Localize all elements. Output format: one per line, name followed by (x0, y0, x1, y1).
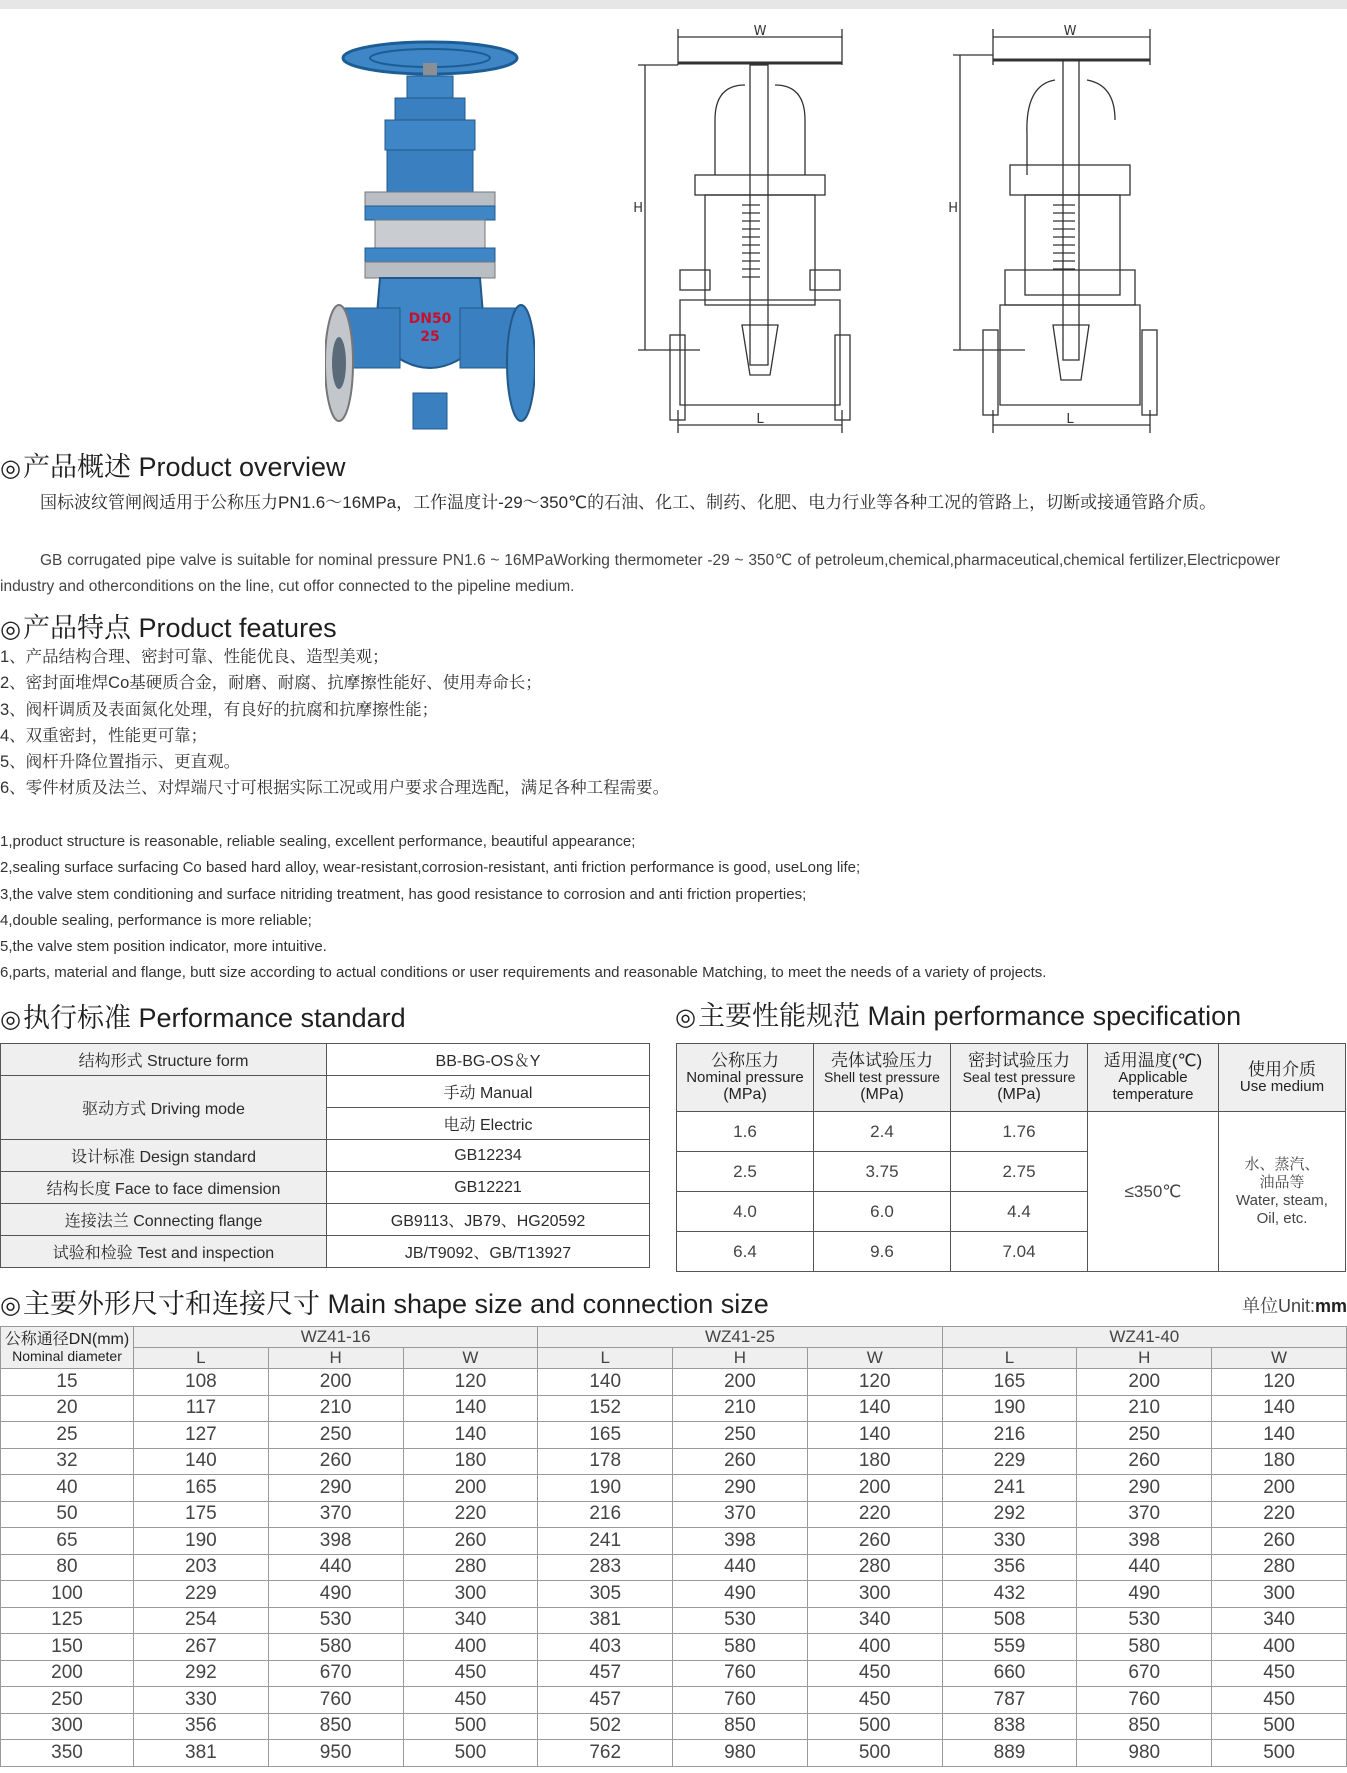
dimension-cell: 500 (1212, 1713, 1347, 1740)
dimension-cell: 280 (403, 1554, 538, 1581)
table-row (1, 1740, 1347, 1767)
dn-cell: 125 (1, 1607, 134, 1634)
dn-cell: 250 (1, 1687, 134, 1714)
test-key: 试验和检验 Test and inspection (1, 1236, 327, 1268)
dimension-cell: 500 (403, 1740, 538, 1767)
dimension-cell: 200 (1212, 1475, 1347, 1502)
dimension-cell: 300 (1212, 1581, 1347, 1608)
dimension-cell: 190 (942, 1395, 1077, 1422)
dimension-cell: 190 (134, 1528, 269, 1555)
group-header: WZ41-25 (538, 1327, 942, 1348)
dimension-cell: 580 (1077, 1634, 1212, 1661)
col-header: H (268, 1348, 403, 1369)
dimension-cell: 340 (807, 1607, 942, 1634)
feature-item-en: 2,sealing surface surfacing Co based hard alloy, wear-resistant,corrosion-resistant, anti friction performance is good, useLong life; (0, 859, 861, 877)
dimension-cell: 356 (942, 1554, 1077, 1581)
dimension-cell: 850 (673, 1713, 808, 1740)
dimension-cell: 250 (673, 1422, 808, 1449)
feature-item-en: 1,product structure is reasonable, reliable sealing, excellent performance, beautiful appearance; (0, 833, 636, 850)
dn-cell: 40 (1, 1475, 134, 1502)
dimension-cell: 140 (1212, 1395, 1347, 1422)
dimension-cell: 670 (1077, 1660, 1212, 1687)
features-heading: ◎产品特点 Product features (0, 613, 337, 643)
table-row (1, 1501, 1347, 1528)
dimension-cell: 850 (1077, 1713, 1212, 1740)
table-row (1, 1475, 1347, 1502)
dimension-cell: 120 (807, 1369, 942, 1396)
spec-header-nominal: 公称压力 Nominal pressure (MPa) (677, 1044, 814, 1112)
dimension-cell: 450 (807, 1660, 942, 1687)
spec-cell: 1.6 (677, 1112, 814, 1152)
col-header: L (942, 1348, 1077, 1369)
dimension-cell: 490 (673, 1581, 808, 1608)
dimension-cell: 290 (1077, 1475, 1212, 1502)
dimension-cell: 260 (403, 1528, 538, 1555)
section-drawing-2 (945, 25, 1170, 435)
table-row (1, 1395, 1347, 1422)
dimension-cell: 165 (134, 1475, 269, 1502)
h-label-2: H (948, 201, 958, 216)
dimension-cell: 370 (1077, 1501, 1212, 1528)
spec-cell: 2.75 (951, 1152, 1088, 1192)
dimension-cell: 530 (268, 1607, 403, 1634)
standard-heading: ◎执行标准 Performance standard (0, 1003, 406, 1033)
group-header: WZ41-40 (942, 1327, 1346, 1348)
spec-header-shell: 壳体试验压力 Shell test pressure (MPa) (814, 1044, 951, 1112)
dimension-cell: 450 (403, 1687, 538, 1714)
spec-heading: ◎主要性能规范 Main performance specification (675, 1001, 1242, 1031)
dimension-cell: 762 (538, 1740, 673, 1767)
dimension-cell: 267 (134, 1634, 269, 1661)
dimension-cell: 254 (134, 1607, 269, 1634)
dn-cell: 350 (1, 1740, 134, 1767)
dimension-cell: 500 (807, 1713, 942, 1740)
spec-header-seal: 密封试验压力 Seal test pressure (MPa) (951, 1044, 1088, 1112)
dimension-cell: 398 (1077, 1528, 1212, 1555)
spec-cell: 2.4 (814, 1112, 951, 1152)
dimension-cell: 280 (807, 1554, 942, 1581)
standard-table (0, 1043, 650, 1268)
dimension-cell: 178 (538, 1448, 673, 1475)
dimensions-table (0, 1326, 1347, 1767)
dimension-cell: 980 (1077, 1740, 1212, 1767)
feature-item-cn: 6、零件材质及法兰、对焊端尺寸可根据实际工况或用户要求合理选配，满足各种工程需要。 (0, 779, 670, 798)
dimension-cell: 140 (807, 1395, 942, 1422)
dimension-cell: 490 (268, 1581, 403, 1608)
dimension-cell: 340 (1212, 1607, 1347, 1634)
spec-cell: 9.6 (814, 1232, 951, 1272)
dimension-cell: 500 (1212, 1740, 1347, 1767)
dimension-cell: 180 (807, 1448, 942, 1475)
dimension-cell: 838 (942, 1713, 1077, 1740)
dimension-cell: 300 (807, 1581, 942, 1608)
dimension-cell: 241 (942, 1475, 1077, 1502)
features-list-cn (0, 644, 669, 802)
feature-item-cn: 2、密封面堆焊Co基硬质合金，耐磨、耐腐、抗摩擦性能好、使用寿命长； (0, 674, 542, 693)
dimension-cell: 290 (673, 1475, 808, 1502)
table-row (1, 1369, 1347, 1396)
dimension-cell: 283 (538, 1554, 673, 1581)
spec-header-temp: 适用温度(℃) Applicable temperature (1088, 1044, 1219, 1112)
dimension-cell: 152 (538, 1395, 673, 1422)
dimension-cell: 250 (268, 1422, 403, 1449)
group-header: WZ41-16 (134, 1327, 538, 1348)
dimension-cell: 175 (134, 1501, 269, 1528)
feature-item-cn: 3、阀杆调质及表面氮化处理，有良好的抗腐和抗摩擦性能； (0, 700, 439, 719)
table-row (1, 1660, 1347, 1687)
dimension-cell: 229 (942, 1448, 1077, 1475)
dimension-cell: 210 (673, 1395, 808, 1422)
table-row (1, 1607, 1347, 1634)
dimension-cell: 127 (134, 1422, 269, 1449)
dimension-cell: 500 (403, 1713, 538, 1740)
dimension-cell: 140 (403, 1422, 538, 1449)
dimension-cell: 760 (673, 1660, 808, 1687)
dimension-cell: 400 (807, 1634, 942, 1661)
dimension-cell: 260 (1212, 1528, 1347, 1555)
dimension-cell: 305 (538, 1581, 673, 1608)
dn-cell: 65 (1, 1528, 134, 1555)
dn-cell: 15 (1, 1369, 134, 1396)
w-label-2: W (1063, 25, 1077, 39)
dn-cell: 25 (1, 1422, 134, 1449)
h-label: H (633, 201, 643, 216)
flange-value: GB9113、JB79、HG20592 (327, 1204, 650, 1236)
w-label: W (753, 25, 767, 39)
dimension-cell: 340 (403, 1607, 538, 1634)
dimension-cell: 229 (134, 1581, 269, 1608)
pn-mark-text: 25 (420, 329, 440, 345)
table-row (1, 1422, 1347, 1449)
dimension-cell: 260 (1077, 1448, 1212, 1475)
dimension-cell: 280 (1212, 1554, 1347, 1581)
dimension-cell: 530 (1077, 1607, 1212, 1634)
dimension-cell: 381 (538, 1607, 673, 1634)
dimension-cell: 760 (268, 1687, 403, 1714)
spec-cell: 7.04 (951, 1232, 1088, 1272)
dimension-cell: 290 (268, 1475, 403, 1502)
dimension-cell: 450 (1212, 1687, 1347, 1714)
dimension-cell: 260 (673, 1448, 808, 1475)
col-header: W (807, 1348, 942, 1369)
dimension-cell: 670 (268, 1660, 403, 1687)
spec-cell: 1.76 (951, 1112, 1088, 1152)
dimension-cell: 508 (942, 1607, 1077, 1634)
table-row (1, 1581, 1347, 1608)
table-row (1, 1448, 1347, 1475)
dimension-cell: 140 (403, 1395, 538, 1422)
dimension-cell: 120 (1212, 1369, 1347, 1396)
spec-cell: 2.5 (677, 1152, 814, 1192)
top-bar (0, 0, 1347, 9)
overview-text-cn: 国标波纹管闸阀适用于公称压力PN1.6～16MPa，工作温度计-29～350℃的石油、化工、制药、化肥、电力行业等各种工况的管路上，切断或接通管路介质。 (40, 493, 1217, 512)
overview-heading: ◎产品概述 Product overview (0, 452, 346, 482)
spec-table (676, 1043, 1346, 1272)
dimension-cell: 980 (673, 1740, 808, 1767)
dimension-cell: 292 (134, 1660, 269, 1687)
dimension-cell: 381 (134, 1740, 269, 1767)
dimension-cell: 450 (1212, 1660, 1347, 1687)
dimension-cell: 140 (807, 1422, 942, 1449)
table-row (1, 1634, 1347, 1661)
dimension-cell: 203 (134, 1554, 269, 1581)
feature-item-en: 6,parts, material and flange, butt size according to actual conditions or user requirements and reasonable Matching, to meet the needs of a variety of projects. (0, 964, 1047, 982)
col-header: H (1077, 1348, 1212, 1369)
dimension-cell: 330 (942, 1528, 1077, 1555)
dimension-cell: 450 (807, 1687, 942, 1714)
features-list-en (0, 829, 1046, 987)
dimension-cell: 241 (538, 1528, 673, 1555)
nominal-diameter-header: 公称通径DN(mm) Nominal diameter (1, 1327, 134, 1369)
dimension-cell: 200 (807, 1475, 942, 1502)
dimension-cell: 432 (942, 1581, 1077, 1608)
dn-cell: 150 (1, 1634, 134, 1661)
design-key: 设计标准 Design standard (1, 1140, 327, 1172)
spec-header-medium: 使用介质 Use medium (1219, 1044, 1346, 1112)
dimension-cell: 403 (538, 1634, 673, 1661)
dimension-cell: 787 (942, 1687, 1077, 1714)
dimension-cell: 440 (1077, 1554, 1212, 1581)
feature-item-cn: 1、产品结构合理、密封可靠、性能优良、造型美观； (0, 648, 389, 666)
table-row (1, 1554, 1347, 1581)
feature-item-cn: 4、双重密封，性能更可靠； (0, 726, 208, 745)
dimension-cell: 400 (403, 1634, 538, 1661)
unit-label: 单位Unit:mm (1241, 1296, 1347, 1316)
spec-cell: 6.0 (814, 1192, 951, 1232)
dimension-cell: 500 (807, 1740, 942, 1767)
dimension-cell: 330 (134, 1687, 269, 1714)
structure-key: 结构形式 Structure form (1, 1044, 327, 1076)
dimension-cell: 140 (538, 1369, 673, 1396)
col-header: L (134, 1348, 269, 1369)
dimension-cell: 502 (538, 1713, 673, 1740)
dimension-cell: 216 (538, 1501, 673, 1528)
dimension-cell: 190 (538, 1475, 673, 1502)
dimension-cell: 850 (268, 1713, 403, 1740)
dimension-cell: 356 (134, 1713, 269, 1740)
section-drawing-1 (630, 25, 860, 435)
spec-cell: 3.75 (814, 1152, 951, 1192)
dimension-cell: 440 (268, 1554, 403, 1581)
dimension-cell: 457 (538, 1687, 673, 1714)
dimension-cell: 457 (538, 1660, 673, 1687)
spec-cell: 4.4 (951, 1192, 1088, 1232)
face-key: 结构长度 Face to face dimension (1, 1172, 327, 1204)
test-value: JB/T9092、GB/T13927 (327, 1236, 650, 1268)
valve-photo (325, 38, 535, 433)
dn-cell: 32 (1, 1448, 134, 1475)
table-row (1, 1528, 1347, 1555)
dimensions-heading: ◎主要外形尺寸和连接尺寸 Main shape size and connection size (0, 1289, 769, 1319)
feature-item-en: 4,double sealing, performance is more reliable; (0, 911, 312, 929)
dimension-cell: 200 (403, 1475, 538, 1502)
dimension-cell: 559 (942, 1634, 1077, 1661)
col-header: W (403, 1348, 538, 1369)
dimension-cell: 220 (1212, 1501, 1347, 1528)
dimension-cell: 216 (942, 1422, 1077, 1449)
feature-item-cn: 5、阀杆升降位置指示、更直观。 (0, 753, 241, 772)
dn-cell: 200 (1, 1660, 134, 1687)
dimension-cell: 370 (673, 1501, 808, 1528)
dimension-cell: 398 (673, 1528, 808, 1555)
dimension-cell: 400 (1212, 1634, 1347, 1661)
col-header: W (1212, 1348, 1347, 1369)
dn-cell: 80 (1, 1554, 134, 1581)
dimension-cell: 580 (673, 1634, 808, 1661)
dimension-cell: 300 (403, 1581, 538, 1608)
drive-value-manual: 手动 Manual (327, 1076, 650, 1108)
spec-medium-cell: 水、蒸汽、 油品等 Water, steam, Oil, etc. (1219, 1112, 1346, 1272)
dimension-cell: 108 (134, 1369, 269, 1396)
table-row (1, 1687, 1347, 1714)
dimension-cell: 260 (807, 1528, 942, 1555)
dimension-cell: 140 (1212, 1422, 1347, 1449)
design-value: GB12234 (327, 1140, 650, 1172)
drive-key: 驱动方式 Driving mode (1, 1076, 327, 1140)
feature-item-en: 3,the valve stem conditioning and surface nitriding treatment, has good resistance to corrosion and anti friction properties; (0, 885, 807, 903)
dimension-cell: 220 (807, 1501, 942, 1528)
dimension-cell: 370 (268, 1501, 403, 1528)
dimension-cell: 210 (1077, 1395, 1212, 1422)
dimension-cell: 760 (1077, 1687, 1212, 1714)
dimension-cell: 398 (268, 1528, 403, 1555)
dimension-cell: 530 (673, 1607, 808, 1634)
dimension-cell: 580 (268, 1634, 403, 1661)
l-label: L (756, 412, 764, 427)
dimension-cell: 889 (942, 1740, 1077, 1767)
dn-cell: 50 (1, 1501, 134, 1528)
dimension-cell: 440 (673, 1554, 808, 1581)
drive-value-electric: 电动 Electric (327, 1108, 650, 1140)
l-label-2: L (1066, 412, 1074, 427)
dimension-cell: 760 (673, 1687, 808, 1714)
spec-cell: 4.0 (677, 1192, 814, 1232)
dimension-cell: 950 (268, 1740, 403, 1767)
dimension-cell: 120 (403, 1369, 538, 1396)
feature-item-en: 5,the valve stem position indicator, more intuitive. (0, 938, 327, 956)
dimension-cell: 200 (1077, 1369, 1212, 1396)
dimension-cell: 220 (403, 1501, 538, 1528)
dimension-cell: 450 (403, 1660, 538, 1687)
dimension-cell: 490 (1077, 1581, 1212, 1608)
col-header: L (538, 1348, 673, 1369)
col-header: H (673, 1348, 808, 1369)
dimension-cell: 210 (268, 1395, 403, 1422)
spec-temp-cell: ≤350℃ (1088, 1112, 1219, 1272)
overview-text-en: GB corrugated pipe valve is suitable for nominal pressure PN1.6 ~ 16MPaWorking thermometer -29 ~ 350℃ of petroleum,chemical,pharmaceutical,chemical fertilizer,Electricpower industry and otherconditions on the line, cut offor connected to the pipeline medium. (0, 552, 1280, 595)
dimension-cell: 165 (538, 1422, 673, 1449)
dn-cell: 100 (1, 1581, 134, 1608)
dimension-cell: 200 (673, 1369, 808, 1396)
dimension-cell: 292 (942, 1501, 1077, 1528)
spec-cell: 6.4 (677, 1232, 814, 1272)
dimension-cell: 250 (1077, 1422, 1212, 1449)
dimension-cell: 165 (942, 1369, 1077, 1396)
dn-cell: 300 (1, 1713, 134, 1740)
dimension-cell: 260 (268, 1448, 403, 1475)
face-value: GB12221 (327, 1172, 650, 1204)
flange-key: 连接法兰 Connecting flange (1, 1204, 327, 1236)
dimension-cell: 140 (134, 1448, 269, 1475)
dn-cell: 20 (1, 1395, 134, 1422)
dimension-cell: 660 (942, 1660, 1077, 1687)
dimension-cell: 180 (1212, 1448, 1347, 1475)
table-row (1, 1713, 1347, 1740)
body-mark-text: DN50 (408, 311, 452, 327)
dimension-cell: 117 (134, 1395, 269, 1422)
structure-value: BB-BG-OS＆Y (327, 1044, 650, 1076)
dimension-cell: 180 (403, 1448, 538, 1475)
dimension-cell: 200 (268, 1369, 403, 1396)
